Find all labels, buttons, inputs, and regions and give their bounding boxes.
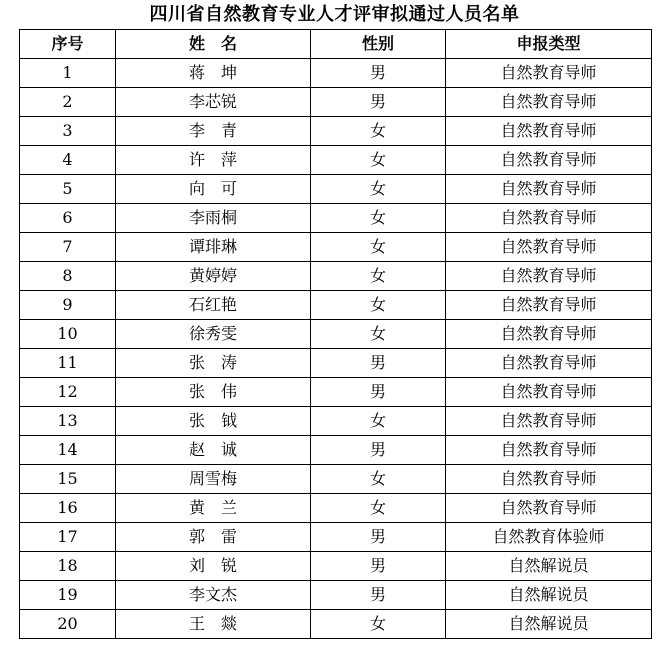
table-row xyxy=(20,233,652,262)
row-name: 赵 诚 xyxy=(116,436,311,465)
table-header-row xyxy=(20,30,652,59)
row-application-type: 自然教育导师 xyxy=(446,175,652,204)
row-gender: 女 xyxy=(311,407,446,436)
row-name: 周雪梅 xyxy=(116,465,311,494)
row-gender: 女 xyxy=(311,494,446,523)
row-number: 20 xyxy=(20,610,116,639)
header-gender: 性别 xyxy=(311,30,446,59)
row-gender: 男 xyxy=(311,581,446,610)
row-number: 6 xyxy=(20,204,116,233)
row-name: 许 萍 xyxy=(116,146,311,175)
table-row xyxy=(20,204,652,233)
row-application-type: 自然教育导师 xyxy=(446,494,652,523)
table-row xyxy=(20,291,652,320)
row-gender: 女 xyxy=(311,117,446,146)
row-name: 郭 雷 xyxy=(116,523,311,552)
row-gender: 女 xyxy=(311,465,446,494)
table-row xyxy=(20,320,652,349)
row-name: 黄 兰 xyxy=(116,494,311,523)
header-number: 序号 xyxy=(20,30,116,59)
row-gender: 女 xyxy=(311,320,446,349)
row-name: 黄婷婷 xyxy=(116,262,311,291)
row-gender: 女 xyxy=(311,262,446,291)
document-title: 四川省自然教育专业人才评审拟通过人员名单 xyxy=(149,4,520,25)
roster-table xyxy=(19,29,652,639)
row-name: 李文杰 xyxy=(116,581,311,610)
row-application-type: 自然解说员 xyxy=(446,552,652,581)
row-gender: 女 xyxy=(311,175,446,204)
row-name: 王 燚 xyxy=(116,610,311,639)
row-number: 4 xyxy=(20,146,116,175)
row-gender: 男 xyxy=(311,378,446,407)
row-number: 9 xyxy=(20,291,116,320)
table-row xyxy=(20,175,652,204)
row-number: 7 xyxy=(20,233,116,262)
row-application-type: 自然教育导师 xyxy=(446,146,652,175)
header-name: 姓 名 xyxy=(116,30,311,59)
row-number: 10 xyxy=(20,320,116,349)
row-number: 5 xyxy=(20,175,116,204)
row-application-type: 自然教育导师 xyxy=(446,233,652,262)
row-number: 3 xyxy=(20,117,116,146)
row-name: 张 涛 xyxy=(116,349,311,378)
row-name: 张 钺 xyxy=(116,407,311,436)
row-number: 11 xyxy=(20,349,116,378)
row-number: 16 xyxy=(20,494,116,523)
table-row xyxy=(20,349,652,378)
table-row xyxy=(20,59,652,88)
row-gender: 女 xyxy=(311,146,446,175)
row-application-type: 自然教育导师 xyxy=(446,349,652,378)
row-application-type: 自然教育导师 xyxy=(446,88,652,117)
row-number: 8 xyxy=(20,262,116,291)
row-application-type: 自然教育导师 xyxy=(446,291,652,320)
row-gender: 男 xyxy=(311,436,446,465)
table-row xyxy=(20,436,652,465)
row-application-type: 自然教育导师 xyxy=(446,59,652,88)
row-gender: 男 xyxy=(311,59,446,88)
row-number: 2 xyxy=(20,88,116,117)
row-gender: 男 xyxy=(311,552,446,581)
row-application-type: 自然教育导师 xyxy=(446,436,652,465)
row-application-type: 自然教育导师 xyxy=(446,378,652,407)
table-row xyxy=(20,581,652,610)
row-gender: 女 xyxy=(311,610,446,639)
table-row xyxy=(20,262,652,291)
row-number: 18 xyxy=(20,552,116,581)
row-name: 谭琲琳 xyxy=(116,233,311,262)
row-name: 李芯锐 xyxy=(116,88,311,117)
row-application-type: 自然教育导师 xyxy=(446,320,652,349)
row-application-type: 自然教育导师 xyxy=(446,465,652,494)
row-application-type: 自然教育导师 xyxy=(446,117,652,146)
table-row xyxy=(20,117,652,146)
table-row xyxy=(20,610,652,639)
row-number: 1 xyxy=(20,59,116,88)
row-gender: 男 xyxy=(311,523,446,552)
row-name: 石红艳 xyxy=(116,291,311,320)
row-number: 12 xyxy=(20,378,116,407)
table-row xyxy=(20,378,652,407)
row-name: 李 青 xyxy=(116,117,311,146)
row-application-type: 自然解说员 xyxy=(446,610,652,639)
row-application-type: 自然解说员 xyxy=(446,581,652,610)
row-number: 13 xyxy=(20,407,116,436)
table-row xyxy=(20,146,652,175)
table-row xyxy=(20,407,652,436)
row-gender: 男 xyxy=(311,88,446,117)
table-row xyxy=(20,523,652,552)
header-application-type: 申报类型 xyxy=(446,30,652,59)
table-row xyxy=(20,552,652,581)
row-gender: 女 xyxy=(311,233,446,262)
row-application-type: 自然教育体验师 xyxy=(446,523,652,552)
row-number: 19 xyxy=(20,581,116,610)
row-number: 14 xyxy=(20,436,116,465)
table-body xyxy=(20,59,652,639)
table-row xyxy=(20,494,652,523)
row-application-type: 自然教育导师 xyxy=(446,204,652,233)
row-name: 蒋 坤 xyxy=(116,59,311,88)
row-name: 徐秀雯 xyxy=(116,320,311,349)
row-name: 向 可 xyxy=(116,175,311,204)
row-name: 张 伟 xyxy=(116,378,311,407)
table-row xyxy=(20,88,652,117)
row-number: 15 xyxy=(20,465,116,494)
row-gender: 女 xyxy=(311,291,446,320)
row-application-type: 自然教育导师 xyxy=(446,407,652,436)
row-application-type: 自然教育导师 xyxy=(446,262,652,291)
row-gender: 女 xyxy=(311,204,446,233)
row-gender: 男 xyxy=(311,349,446,378)
row-number: 17 xyxy=(20,523,116,552)
row-name: 刘 锐 xyxy=(116,552,311,581)
row-name: 李雨桐 xyxy=(116,204,311,233)
table-row xyxy=(20,465,652,494)
